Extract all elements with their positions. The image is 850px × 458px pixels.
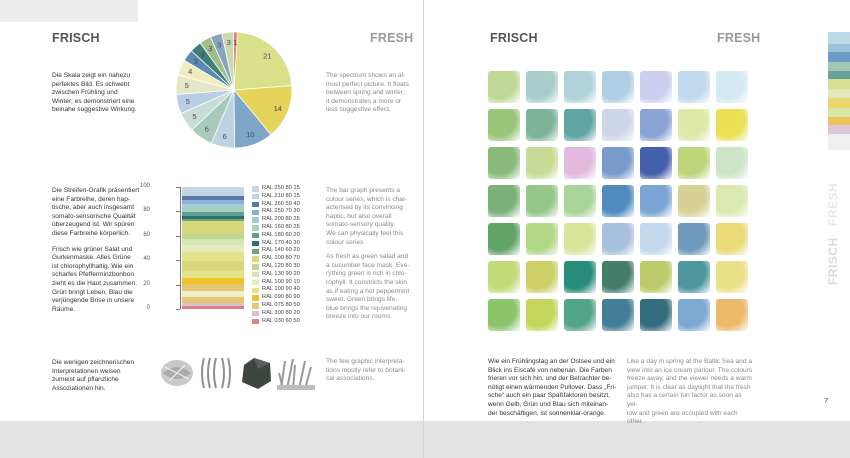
bar-stripe <box>182 252 244 261</box>
legend-item <box>252 310 300 318</box>
legend-item <box>252 224 300 232</box>
legend-item <box>252 302 300 310</box>
watercolor-swatch <box>564 147 596 179</box>
watercolor-swatch <box>602 71 634 103</box>
watercolor-swatch <box>716 223 748 255</box>
legend-label: RAL 180 60 20 <box>262 231 300 238</box>
bar-description-de: Die Streifen-Grafik präsentiert eine Farbreihe, deren hap- tische, aber auch insgesamt somato-sensorische Qualität überzeugend ist. Wir spüren diese Farbreihe körperlich. Frisch wie grüner Salat und Gurkenmaske. Alles Grüne ist chlorophyllhaltig. Wie ein scharfes Pfefferminzbonbon zieht es die Haut zusammen. Grün bringt Leben, Blau die verjüngende Brise in unsere Räume. <box>52 187 140 313</box>
grass-sketch-icon <box>277 355 315 391</box>
watercolor-swatch <box>602 261 634 293</box>
legend-item <box>252 193 300 201</box>
legend-label: RAL 300 80 20 <box>262 309 300 316</box>
watercolor-swatch <box>716 71 748 103</box>
legend-swatch <box>252 210 259 216</box>
page-title-en-right: FRESH <box>717 31 761 45</box>
y-tick-label: 40 <box>143 256 150 263</box>
watercolor-swatch <box>678 71 710 103</box>
pie-slice-label: 5 <box>184 81 189 91</box>
watercolor-swatch <box>564 223 596 255</box>
watercolor-swatch <box>678 223 710 255</box>
legend-label: RAL 030 60 50 <box>262 317 300 324</box>
watercolor-swatch <box>678 261 710 293</box>
legend-label: RAL 160 80 25 <box>262 223 300 230</box>
legend-swatch <box>252 233 259 239</box>
legend-item <box>252 208 300 216</box>
watercolor-swatch <box>716 109 748 141</box>
legend-label: RAL 100 90 40 <box>262 286 300 293</box>
legend-label: RAL 200 80 25 <box>262 216 300 223</box>
legend-item <box>252 185 300 193</box>
bar-chart-legend <box>252 185 300 325</box>
legend-swatch <box>252 249 259 255</box>
pie-slice <box>234 32 292 90</box>
legend-swatch <box>252 288 259 294</box>
legend-item <box>252 294 300 302</box>
pie-slice-label: 4 <box>188 66 193 76</box>
watercolor-swatch <box>564 299 596 331</box>
pie-description-de: Die Skala zeigt ein nahezu perfektes Bild. Es schwebt zwischen Frühling und Winter; es demonstriert eine beinahe suggestive Wirkung. <box>52 72 137 114</box>
watercolor-swatch <box>488 185 520 217</box>
pie-slice-label: 21 <box>263 51 272 61</box>
watercolor-swatch <box>716 299 748 331</box>
watercolor-swatch <box>526 261 558 293</box>
watercolor-swatch <box>564 185 596 217</box>
y-tick-label: 80 <box>143 207 150 214</box>
watercolor-swatch <box>678 185 710 217</box>
pie-slice-label: 6 <box>204 124 209 134</box>
legend-swatch <box>252 225 259 231</box>
watercolor-swatch <box>564 71 596 103</box>
legend-item <box>252 232 300 240</box>
page-title-en: FRESH <box>370 31 414 45</box>
watercolor-swatch <box>526 185 558 217</box>
watercolor-swatch <box>640 147 672 179</box>
pie-slice-label: 3 <box>217 40 222 50</box>
y-tick-label: 100 <box>139 183 150 189</box>
watercolor-swatch <box>602 223 634 255</box>
legend-swatch <box>252 241 259 247</box>
pie-slice-label: 6 <box>222 132 227 142</box>
top-band-left <box>0 0 138 22</box>
watercolor-swatch <box>640 71 672 103</box>
watercolor-swatch <box>602 185 634 217</box>
watercolor-swatch <box>564 261 596 293</box>
watercolor-swatch <box>678 147 710 179</box>
legend-swatch <box>252 256 259 262</box>
leaf-sketch-icon <box>159 355 195 391</box>
watercolor-swatch <box>602 109 634 141</box>
legend-swatch <box>252 303 259 309</box>
bar-stripe <box>182 221 244 234</box>
watercolor-swatch <box>640 299 672 331</box>
watercolor-swatch <box>716 185 748 217</box>
legend-label: RAL 100 90 10 <box>262 278 300 285</box>
pie-slice-label: 5 <box>192 111 197 121</box>
legend-item <box>252 201 300 209</box>
legend-swatch <box>252 264 259 270</box>
bar-stripe <box>182 284 244 292</box>
legend-swatch <box>252 295 259 301</box>
watercolor-swatch <box>640 185 672 217</box>
watercolor-swatch <box>488 109 520 141</box>
watercolor-swatch <box>716 147 748 179</box>
watercolor-swatch <box>488 147 520 179</box>
legend-label: RAL 075 80 50 <box>262 301 300 308</box>
stone-shape-icon <box>238 355 274 391</box>
caption-en: Like a day in spring at the Baltic Sea and a view into an ice cream parlour. The colours freeze away, and the viewer needs a warm jumper. It is clear as daylight that the fresh also has a certain fun factor as soon as yel- low and green are occupied with each other. <box>627 358 753 426</box>
legend-swatch <box>252 272 259 278</box>
watercolor-swatch <box>678 299 710 331</box>
watercolor-swatch <box>526 147 558 179</box>
pie-slice-label: 14 <box>273 104 282 114</box>
legend-swatch <box>252 186 259 192</box>
graphic-description-en: The few graphic interpreta- tions mostly refer to botani- cal associations. <box>326 358 406 383</box>
side-tab-label-en: FRESH <box>826 182 840 226</box>
watercolor-swatch <box>526 71 558 103</box>
legend-swatch <box>252 202 259 208</box>
bar-chart-axis <box>136 184 184 314</box>
pie-slice-label: 3 <box>208 44 213 54</box>
watercolor-swatch <box>640 261 672 293</box>
pie-slice-label: 3 <box>200 49 205 59</box>
watercolor-swatch <box>488 223 520 255</box>
legend-label: RAL 100 80 70 <box>262 255 300 262</box>
watercolor-swatch <box>488 299 520 331</box>
y-axis-line <box>180 187 181 309</box>
legend-item <box>252 318 300 326</box>
graphic-description-de: Die wenigen zeichnerischen Interpretationen weisen zumeist auf pflanzliche Assoziationen hin. <box>52 359 135 392</box>
watercolor-swatch <box>640 109 672 141</box>
legend-swatch <box>252 217 259 223</box>
legend-item <box>252 216 300 224</box>
legend-label: RAL 170 40 30 <box>262 239 300 246</box>
watercolor-swatch <box>526 299 558 331</box>
pie-slice-label: 3 <box>193 57 198 67</box>
page-number: 7 <box>824 396 829 405</box>
watercolor-swatch <box>678 109 710 141</box>
watercolor-swatch <box>716 261 748 293</box>
bar-description-en: The bar graph presents a colour series, which is char- acterised by its convincing haptic, but also overall somato-sensory quality. We can physically feel this colour series. As fresh as green salad and a cucumber face mask. Eve- rything green is rich in chlo- rophyll. It constricts the skin as if eating a hot peppermint sweet. Green brings life, blue brings the rejuvenating breeze into our rooms. <box>326 187 410 321</box>
pie-slice-label: 3 <box>226 38 231 48</box>
watercolor-swatch <box>488 261 520 293</box>
pie-slice-label: 1 <box>233 37 238 47</box>
legend-item <box>252 240 300 248</box>
legend-label: RAL 090 80 90 <box>262 294 300 301</box>
legend-label: RAL 250 80 15 <box>262 185 300 191</box>
watercolor-swatch <box>526 223 558 255</box>
page-title-de: FRISCH <box>52 31 100 45</box>
watercolor-swatch <box>602 147 634 179</box>
bar-chart-stack <box>182 187 244 309</box>
bar-stripe <box>182 271 244 279</box>
legend-label: RAL 130 90 20 <box>262 270 300 277</box>
legend-swatch <box>252 280 259 286</box>
y-tick-label: 60 <box>143 231 150 238</box>
legend-item <box>252 286 300 294</box>
side-tab-label-de: FRISCH <box>826 237 840 285</box>
watercolor-swatch <box>488 71 520 103</box>
watercolor-swatch <box>640 223 672 255</box>
color-swatch-grid <box>488 71 753 341</box>
legend-label: RAL 210 80 15 <box>262 192 300 199</box>
pie-slice-label: 10 <box>246 130 255 140</box>
legend-swatch <box>252 311 259 317</box>
y-tick-label: 0 <box>146 305 150 311</box>
legend-item <box>252 271 300 279</box>
legend-label: RAL 260 50 40 <box>262 200 300 207</box>
legend-label: RAL 140 60 20 <box>262 247 300 254</box>
pie-description-en: The spectrum shows an al- most perfect picture. It floats between spring and winter; it demonstrates a more or less suggestive effect. <box>326 72 409 114</box>
side-color-strip <box>828 32 850 150</box>
watercolor-swatch <box>526 109 558 141</box>
legend-swatch <box>252 194 259 200</box>
bar-stripe <box>182 261 244 271</box>
caption-de: Wie ein Frühlingstag an der Ostsee und ein Blick ins Eiscafé von nebenan. Die Farben frieren vor sich hin, und der Betrachter be- nötigt einen wärmenden Pullover. Dass „Fri- sche“ auch ein paar Spaßfaktoren besitzt, wenn Gelb, Grün und Blau sich miteinan- der beschäftigen, ist sonnenklar-orange. <box>488 358 617 417</box>
page-title-de-right: FRISCH <box>490 31 538 45</box>
wave-lines-icon <box>198 354 234 392</box>
legend-item <box>252 255 300 263</box>
pie-chart <box>172 28 296 152</box>
legend-label: RAL 120 80 30 <box>262 262 300 269</box>
legend-item <box>252 263 300 271</box>
legend-item <box>252 247 300 255</box>
watercolor-swatch <box>564 109 596 141</box>
legend-label: RAL 250 70 30 <box>262 208 300 215</box>
pie-slice-label: 5 <box>185 97 190 107</box>
y-tick-mark <box>176 309 180 310</box>
legend-swatch <box>252 319 259 325</box>
legend-item <box>252 279 300 287</box>
bar-stripe <box>182 306 244 309</box>
y-tick-label: 20 <box>143 280 150 287</box>
watercolor-swatch <box>602 299 634 331</box>
